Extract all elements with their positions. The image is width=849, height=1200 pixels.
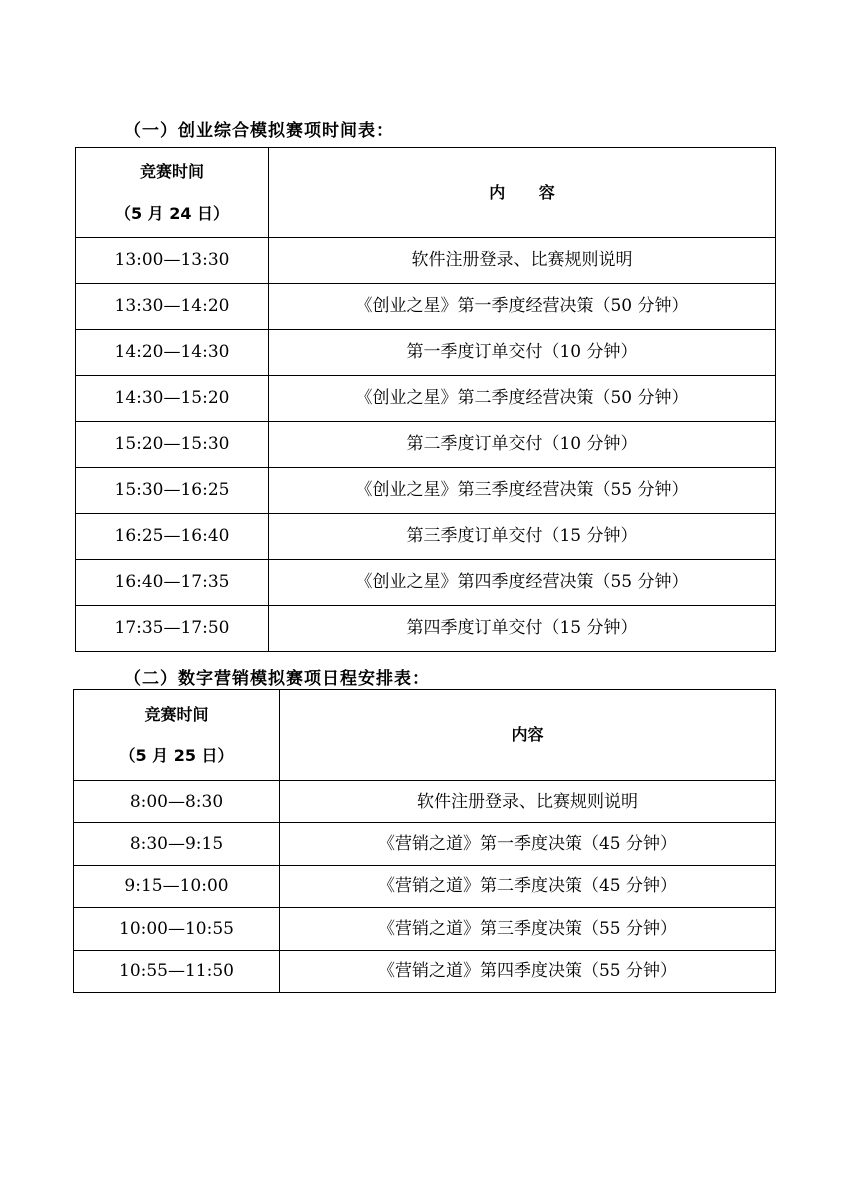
- schedule-table-1: [75, 147, 776, 652]
- content-header-label: 内 容: [489, 182, 569, 202]
- table-header-row: [74, 690, 776, 781]
- content-cell: 《营销之道》第一季度决策（45 分钟）: [280, 823, 776, 865]
- table-row: [76, 284, 776, 330]
- time-cell: 10:00—10:55: [74, 908, 280, 950]
- content-cell: 第三季度订单交付（15 分钟）: [269, 514, 776, 560]
- date-header-label: （5 月 25 日）: [119, 746, 234, 765]
- table-row: [76, 238, 776, 284]
- section2-title: （二）数字营销模拟赛项日程安排表：: [124, 669, 430, 689]
- time-cell: 14:30—15:20: [76, 376, 269, 422]
- time-header-label: 竞赛时间: [144, 704, 209, 724]
- time-header-label: 竞赛时间: [139, 162, 204, 182]
- date-header-label: （5 月 24 日）: [114, 203, 230, 223]
- table-row: [74, 781, 776, 823]
- time-cell: 17:35—17:50: [76, 606, 269, 652]
- table-row: [76, 514, 776, 560]
- content-cell: 《营销之道》第三季度决策（55 分钟）: [280, 908, 776, 950]
- table-header-row: [76, 148, 776, 238]
- content-cell: 《创业之星》第四季度经营决策（55 分钟）: [269, 560, 776, 606]
- content-cell: 第二季度订单交付（10 分钟）: [269, 422, 776, 468]
- time-cell: 8:30—9:15: [74, 823, 280, 865]
- table-row: [74, 950, 776, 992]
- section1-title: （一）创业综合模拟赛项时间表：: [124, 121, 394, 141]
- table-row: [74, 908, 776, 950]
- time-header-cell: [76, 148, 269, 238]
- table-row: [76, 330, 776, 376]
- content-cell: 软件注册登录、比赛规则说明: [280, 781, 776, 823]
- content-cell: 《营销之道》第二季度决策（45 分钟）: [280, 865, 776, 907]
- time-cell: 15:30—16:25: [76, 468, 269, 514]
- table-row: [76, 606, 776, 652]
- time-cell: 8:00—8:30: [74, 781, 280, 823]
- content-cell: 第一季度订单交付（10 分钟）: [269, 330, 776, 376]
- table-row: [76, 422, 776, 468]
- content-cell: 《创业之星》第三季度经营决策（55 分钟）: [269, 468, 776, 514]
- table-row: [76, 560, 776, 606]
- time-cell: 9:15—10:00: [74, 865, 280, 907]
- content-cell: 《营销之道》第四季度决策（55 分钟）: [280, 950, 776, 992]
- table-row: [76, 468, 776, 514]
- time-cell: 13:30—14:20: [76, 284, 269, 330]
- content-cell: 第四季度订单交付（15 分钟）: [269, 606, 776, 652]
- content-cell: 软件注册登录、比赛规则说明: [269, 238, 776, 284]
- schedule-table-2: [73, 689, 776, 993]
- time-cell: 15:20—15:30: [76, 422, 269, 468]
- time-header-cell: [74, 690, 280, 781]
- time-cell: 13:00—13:30: [76, 238, 269, 284]
- table-row: [76, 376, 776, 422]
- content-header-cell: [269, 148, 776, 238]
- content-header-cell: 内容: [280, 690, 776, 781]
- table-row: [74, 823, 776, 865]
- content-cell: 《创业之星》第一季度经营决策（50 分钟）: [269, 284, 776, 330]
- time-cell: 14:20—14:30: [76, 330, 269, 376]
- time-cell: 16:25—16:40: [76, 514, 269, 560]
- content-cell: 《创业之星》第二季度经营决策（50 分钟）: [269, 376, 776, 422]
- time-cell: 10:55—11:50: [74, 950, 280, 992]
- time-cell: 16:40—17:35: [76, 560, 269, 606]
- table-row: [74, 865, 776, 907]
